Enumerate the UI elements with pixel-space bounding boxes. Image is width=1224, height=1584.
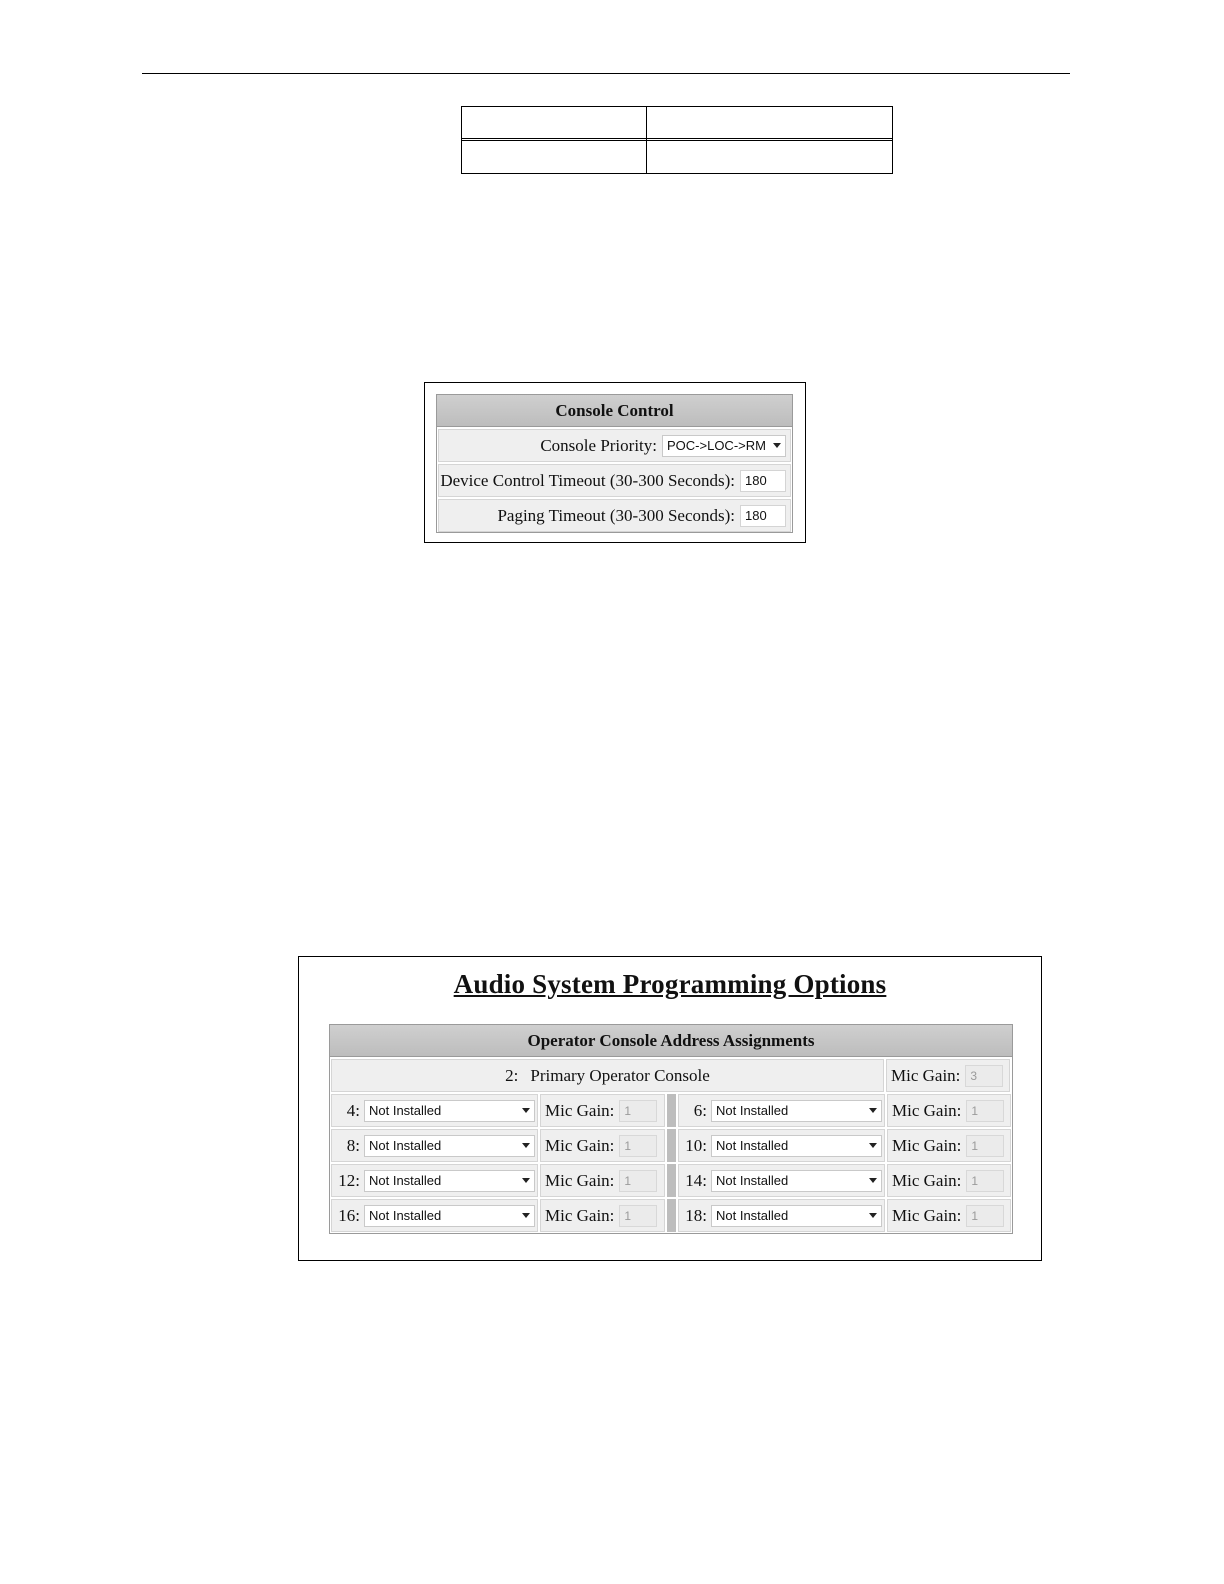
slot-select-value: Not Installed [369, 1103, 442, 1118]
table-row [330, 1094, 1012, 1127]
slot-select[interactable] [711, 1100, 882, 1122]
slot-select[interactable] [364, 1170, 535, 1192]
chevron-down-icon [522, 1178, 530, 1183]
empty-table [461, 106, 893, 174]
primary-console-row [330, 1059, 1012, 1092]
slot-number: 12: [338, 1170, 360, 1190]
paging-timeout-row [438, 499, 791, 532]
primary-mic-gain-cell [886, 1059, 1010, 1092]
mic-gain-cell [887, 1199, 1011, 1232]
mic-gain-input: 1 [619, 1100, 657, 1122]
slot-select-value: Not Installed [716, 1103, 789, 1118]
chevron-down-icon [773, 443, 781, 448]
mic-gain-cell [540, 1199, 665, 1232]
slot-select-value: Not Installed [369, 1138, 442, 1153]
slot-select[interactable] [711, 1205, 882, 1227]
address-assignments-table [329, 1024, 1013, 1234]
chevron-down-icon [522, 1213, 530, 1218]
mic-gain-label: Mic Gain: [545, 1170, 615, 1190]
slot-select-value: Not Installed [716, 1138, 789, 1153]
paging-timeout-label: Paging Timeout (30-300 Seconds): [497, 505, 735, 525]
slot-select-value: Not Installed [369, 1208, 442, 1223]
slot-select-value: Not Installed [369, 1173, 442, 1188]
mic-gain-input: 1 [966, 1170, 1004, 1192]
mic-gain-label: Mic Gain: [545, 1135, 615, 1155]
chevron-down-icon [869, 1178, 877, 1183]
mic-gain-cell [540, 1129, 665, 1162]
column-divider [667, 1094, 676, 1127]
primary-mic-gain-input: 3 [965, 1065, 1003, 1087]
slot-number: 6: [693, 1100, 707, 1120]
chevron-down-icon [869, 1108, 877, 1113]
slot-select[interactable] [364, 1205, 535, 1227]
chevron-down-icon [522, 1108, 530, 1113]
mic-gain-label: Mic Gain: [545, 1205, 615, 1225]
slot-cell [331, 1199, 538, 1232]
chevron-down-icon [522, 1143, 530, 1148]
slot-select[interactable] [711, 1170, 882, 1192]
mic-gain-label: Mic Gain: [892, 1170, 962, 1190]
slot-cell [331, 1164, 538, 1197]
page-title: Audio System Programming Options [453, 969, 887, 999]
address-assignments-header: Operator Console Address Assignments [330, 1025, 1012, 1057]
mic-gain-label: Mic Gain: [892, 1205, 962, 1225]
chevron-down-icon [869, 1143, 877, 1148]
table-row [330, 1129, 1012, 1162]
device-timeout-label: Device Control Timeout (30-300 Seconds): [440, 470, 735, 490]
slot-cell [678, 1094, 885, 1127]
slot-cell [678, 1164, 885, 1197]
slot-cell [678, 1199, 885, 1232]
slot-number: 4: [346, 1100, 360, 1120]
slot-number: 8: [346, 1135, 360, 1155]
mic-gain-input: 1 [966, 1205, 1004, 1227]
mic-gain-input: 1 [619, 1170, 657, 1192]
mic-gain-label: Mic Gain: [891, 1065, 961, 1085]
console-priority-value: POC->LOC->RM [667, 438, 766, 453]
chevron-down-icon [869, 1213, 877, 1218]
slot-select[interactable] [364, 1100, 535, 1122]
slot-select[interactable] [364, 1135, 535, 1157]
console-priority-label: Console Priority: [540, 435, 657, 455]
mic-gain-cell [887, 1094, 1011, 1127]
table-column-divider [646, 107, 647, 173]
slot-cell [331, 1129, 538, 1162]
slot-select-value: Not Installed [716, 1208, 789, 1223]
primary-console-number: 2: [505, 1065, 519, 1085]
mic-gain-input: 1 [966, 1100, 1004, 1122]
slot-cell [331, 1094, 538, 1127]
mic-gain-input: 1 [619, 1205, 657, 1227]
device-timeout-input[interactable]: 180 [740, 470, 786, 492]
table-double-rule [462, 138, 892, 141]
slot-number: 16: [338, 1205, 360, 1225]
primary-console-cell [331, 1059, 884, 1092]
slot-number: 18: [685, 1205, 707, 1225]
slot-number: 10: [685, 1135, 707, 1155]
mic-gain-cell [887, 1129, 1011, 1162]
primary-console-name: Primary Operator Console [530, 1065, 710, 1085]
mic-gain-cell [540, 1164, 665, 1197]
header-rule [142, 73, 1070, 74]
console-priority-row [438, 429, 791, 462]
slot-select[interactable] [711, 1135, 882, 1157]
table-row [330, 1199, 1012, 1232]
mic-gain-input: 1 [619, 1135, 657, 1157]
slot-number: 14: [685, 1170, 707, 1190]
mic-gain-label: Mic Gain: [545, 1100, 615, 1120]
mic-gain-label: Mic Gain: [892, 1135, 962, 1155]
column-divider [667, 1199, 676, 1232]
table-row [330, 1164, 1012, 1197]
console-control-table [436, 394, 793, 533]
column-divider [667, 1129, 676, 1162]
mic-gain-cell [887, 1164, 1011, 1197]
paging-timeout-input[interactable]: 180 [740, 505, 786, 527]
column-divider [667, 1164, 676, 1197]
mic-gain-label: Mic Gain: [892, 1100, 962, 1120]
console-control-title: Console Control [437, 395, 792, 427]
slot-cell [678, 1129, 885, 1162]
slot-select-value: Not Installed [716, 1173, 789, 1188]
device-timeout-row [438, 464, 791, 497]
mic-gain-cell [540, 1094, 665, 1127]
console-control-screenshot [424, 382, 806, 543]
console-priority-select[interactable] [662, 435, 786, 457]
audio-system-screenshot [298, 956, 1042, 1261]
mic-gain-input: 1 [966, 1135, 1004, 1157]
